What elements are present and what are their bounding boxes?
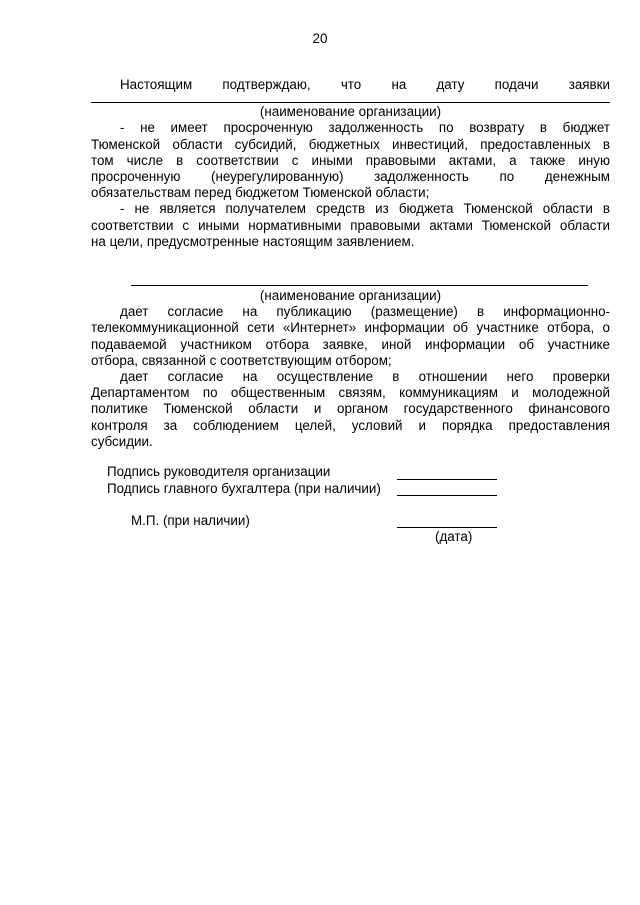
text-line: контроля за соблюдением целей, условий и порядка предоставления bbox=[91, 417, 610, 433]
page-number: 20 bbox=[312, 31, 328, 46]
text-line: обязательствам перед бюджетом Тюменской области; bbox=[91, 185, 430, 201]
intro-line: Настоящим подтверждаю, что на дату подачи заявки bbox=[120, 77, 610, 92]
text-line: на цели, предусмотренные настоящим заявлением. bbox=[91, 233, 415, 249]
text-line: отбора, связанной с соответствующим отбором; bbox=[91, 352, 392, 368]
text-line: Департаментом по общественным связям, коммуникациям и молодежной bbox=[91, 385, 610, 401]
text-line: - не является получателем средств из бюджета Тюменской области в bbox=[120, 201, 610, 217]
accountant-signature-label: Подпись главного бухгалтера (при наличии) bbox=[107, 481, 381, 496]
organization-name-line-1 bbox=[91, 102, 610, 103]
head-signature-label: Подпись руководителя организации bbox=[107, 464, 331, 479]
text-line: соответствии с иными нормативными правовыми актами Тюменской области bbox=[91, 217, 610, 233]
organization-name-caption-1: (наименование организации) bbox=[259, 104, 442, 120]
text-line: политике Тюменской области и органом государственного финансового bbox=[91, 401, 610, 417]
consent-block bbox=[91, 285, 610, 450]
text-line: - не имеет просроченную задолженность по возврату в бюджет bbox=[120, 120, 610, 136]
text-line: субсидии. bbox=[91, 433, 153, 449]
text-line: просроченную (неурегулированную) задолженность по денежным bbox=[91, 169, 610, 185]
head-signature-line bbox=[397, 479, 497, 480]
organization-name-caption-2: (наименование организации) bbox=[259, 288, 442, 303]
confirmation-block bbox=[91, 77, 610, 250]
accountant-signature-line bbox=[397, 495, 497, 496]
text-line: дает согласие на публикацию (размещение) в информационно- bbox=[120, 304, 610, 320]
text-line: том числе в соответствии с иными правовыми актами, а также иную bbox=[91, 152, 610, 168]
text-line: подаваемой участником отбора заявке, иной информации об участнике bbox=[91, 336, 610, 352]
date-line bbox=[397, 527, 497, 528]
stamp-label: М.П. (при наличии) bbox=[131, 513, 250, 528]
text-line: дает согласие на осуществление в отношении него проверки bbox=[120, 369, 610, 385]
organization-name-line-2 bbox=[131, 285, 588, 286]
text-line: телекоммуникационной сети «Интернет» информации об участнике отбора, о bbox=[91, 320, 610, 336]
date-caption: (дата) bbox=[435, 529, 473, 544]
text-line: Тюменской области субсидий, бюджетных инвестиций, предоставленных в bbox=[91, 136, 610, 152]
